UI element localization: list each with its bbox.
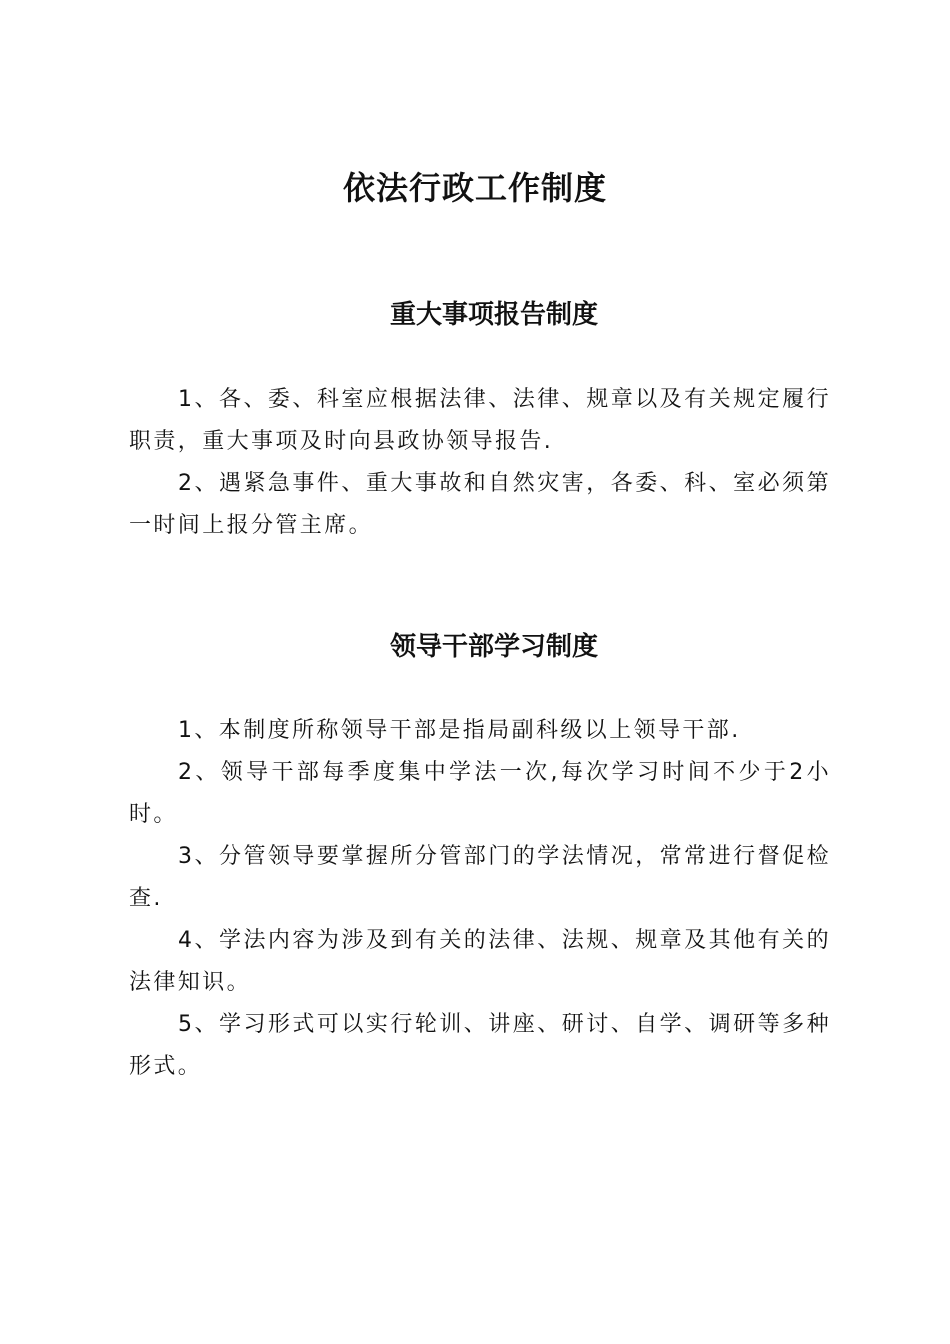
section-heading-major-matters: 重大事项报告制度 <box>389 300 598 330</box>
document-title: 依法行政工作制度 <box>342 169 607 207</box>
paragraph: 5、学习形式可以实行轮训、讲座、研讨、自学、调研等多种形式。 <box>129 1012 831 1079</box>
section-body-major-matters <box>129 379 831 547</box>
paragraph: 4、学法内容为涉及到有关的法律、法规、规章及其他有关的法律知识。 <box>129 928 831 995</box>
paragraph: 2、领导干部每季度集中学法一次,每次学习时间不少于2小时。 <box>129 760 831 827</box>
section-heading-cadre-study: 领导干部学习制度 <box>389 632 598 662</box>
paragraph: 2、遇紧急事件、重大事故和自然灾害，各委、科、室必须第一时间上报分管主席。 <box>129 471 831 538</box>
paragraph: 3、分管领导要掌握所分管部门的学法情况，常常进行督促检查. <box>129 844 831 911</box>
paragraph: 1、本制度所称领导干部是指局副科级以上领导干部. <box>178 718 741 743</box>
section-body-cadre-study <box>129 710 831 1088</box>
paragraph: 1、各、委、科室应根据法律、法律、规章以及有关规定履行职责，重大事项及时向县政协领导报告. <box>129 387 831 454</box>
